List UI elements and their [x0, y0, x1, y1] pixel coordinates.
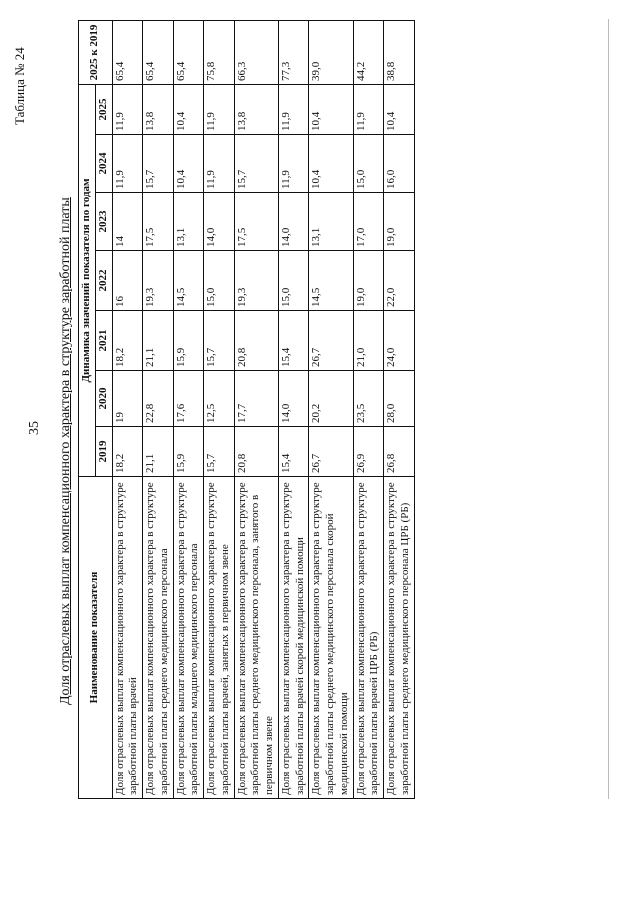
year-value: 17,0 [353, 193, 384, 251]
year-value: 22,8 [143, 371, 174, 427]
ratio-value: 44,2 [353, 21, 384, 85]
year-value: 14 [112, 193, 143, 251]
year-value: 10,4 [309, 85, 353, 135]
header-final: 2025 к 2019 [79, 21, 113, 85]
year-value: 11,9 [204, 85, 235, 135]
year-value: 15,4 [278, 311, 309, 371]
year-value: 20,2 [309, 371, 353, 427]
year-value: 17,7 [234, 371, 278, 427]
year-value: 15,0 [353, 135, 384, 193]
indicator-name: Доля отраслевых выплат компенсационного характера в структуре заработной платы среднего медицинского персонала скорой медицинской помощи [309, 477, 353, 799]
year-value: 22,0 [384, 251, 415, 311]
year-value: 19,0 [384, 193, 415, 251]
year-value: 14,0 [278, 193, 309, 251]
table-label: Таблица № 24 [12, 47, 27, 125]
table-body [112, 21, 414, 799]
header-year: 2019 [95, 427, 112, 477]
year-value: 15,0 [204, 251, 235, 311]
table-row [384, 21, 415, 799]
year-value: 21,0 [353, 311, 384, 371]
year-value: 21,1 [143, 427, 174, 477]
year-value: 10,4 [173, 135, 204, 193]
header-year: 2025 [95, 85, 112, 135]
year-value: 24,0 [384, 311, 415, 371]
year-value: 13,1 [309, 193, 353, 251]
year-value: 18,2 [112, 311, 143, 371]
year-value: 14,5 [173, 251, 204, 311]
year-value: 11,9 [278, 85, 309, 135]
year-value: 10,4 [384, 85, 415, 135]
year-value: 21,1 [143, 311, 174, 371]
ratio-value: 66,3 [234, 21, 278, 85]
ratio-value: 38,8 [384, 21, 415, 85]
indicator-name: Доля отраслевых выплат компенсационного характера в структуре заработной платы среднего медицинского персонала [143, 477, 174, 799]
indicator-name: Доля отраслевых выплат компенсационного характера в структуре заработной платы среднего медицинского персонала, занятого в первичном звене [234, 477, 278, 799]
header-year: 2022 [95, 251, 112, 311]
year-value: 15,4 [278, 427, 309, 477]
year-value: 23,5 [353, 371, 384, 427]
table-row [234, 21, 278, 799]
header-year: 2024 [95, 135, 112, 193]
year-value: 15,7 [204, 427, 235, 477]
year-value: 17,6 [173, 371, 204, 427]
data-table [78, 20, 415, 799]
year-value: 11,9 [353, 85, 384, 135]
indicator-name: Доля отраслевых выплат компенсационного характера в структуре заработной платы врачей, занятых в первичном звене [204, 477, 235, 799]
ratio-value: 39,0 [309, 21, 353, 85]
ratio-value: 77,3 [278, 21, 309, 85]
year-value: 15,9 [173, 427, 204, 477]
year-value: 13,8 [234, 85, 278, 135]
year-value: 10,4 [309, 135, 353, 193]
header-dynamics: Динамика значений показателя по годам [79, 85, 96, 477]
year-value: 26,9 [353, 427, 384, 477]
table-row [353, 21, 384, 799]
ratio-value: 65,4 [143, 21, 174, 85]
header-year: 2023 [95, 193, 112, 251]
page-number: 35 [27, 421, 42, 435]
year-value: 14,0 [204, 193, 235, 251]
header-year: 2021 [95, 311, 112, 371]
header-name: Наименование показателя [79, 477, 113, 799]
table-row [112, 21, 143, 799]
year-value: 16,0 [384, 135, 415, 193]
year-value: 26,7 [309, 427, 353, 477]
year-value: 11,9 [278, 135, 309, 193]
year-value: 28,0 [384, 371, 415, 427]
table-row [204, 21, 235, 799]
year-value: 11,9 [204, 135, 235, 193]
year-value: 17,5 [143, 193, 174, 251]
header-row-1 [79, 21, 96, 799]
indicator-name: Доля отраслевых выплат компенсационного характера в структуре заработной платы врачей ЦРБ (РБ) [353, 477, 384, 799]
year-value: 14,5 [309, 251, 353, 311]
indicator-name: Доля отраслевых выплат компенсационного характера в структуре заработной платы врачей скорой медицинской помощи [278, 477, 309, 799]
indicator-name: Доля отраслевых выплат компенсационного характера в структуре заработной платы младшего медицинского персонала [173, 477, 204, 799]
table-row [143, 21, 174, 799]
table-row [278, 21, 309, 799]
year-value: 15,7 [204, 311, 235, 371]
year-value: 19 [112, 371, 143, 427]
year-value: 26,7 [309, 311, 353, 371]
ratio-value: 65,4 [112, 21, 143, 85]
table-row [173, 21, 204, 799]
indicator-name: Доля отраслевых выплат компенсационного характера в структуре заработной платы врачей [112, 477, 143, 799]
year-value: 10,4 [173, 85, 204, 135]
year-value: 26,8 [384, 427, 415, 477]
year-value: 14,0 [278, 371, 309, 427]
year-value: 13,1 [173, 193, 204, 251]
year-value: 13,8 [143, 85, 174, 135]
table-row [309, 21, 353, 799]
year-value: 15,7 [234, 135, 278, 193]
year-value: 17,5 [234, 193, 278, 251]
year-value: 15,7 [143, 135, 174, 193]
year-value: 18,2 [112, 427, 143, 477]
ratio-value: 75,8 [204, 21, 235, 85]
year-value: 11,9 [112, 135, 143, 193]
year-value: 19,0 [353, 251, 384, 311]
year-value: 12,5 [204, 371, 235, 427]
year-value: 19,3 [234, 251, 278, 311]
ratio-value: 65,4 [173, 21, 204, 85]
year-value: 20,8 [234, 311, 278, 371]
indicator-name: Доля отраслевых выплат компенсационного характера в структуре заработной платы среднего медицинского персонала ЦРБ (РБ) [384, 477, 415, 799]
year-value: 16 [112, 251, 143, 311]
bottom-rule [608, 19, 609, 799]
year-value: 11,9 [112, 85, 143, 135]
year-value: 15,9 [173, 311, 204, 371]
year-value: 19,3 [143, 251, 174, 311]
header-year: 2020 [95, 371, 112, 427]
year-value: 20,8 [234, 427, 278, 477]
year-value: 15,0 [278, 251, 309, 311]
table-title: Доля отраслевых выплат компенсационного характера в структуре заработной платы [58, 197, 73, 705]
